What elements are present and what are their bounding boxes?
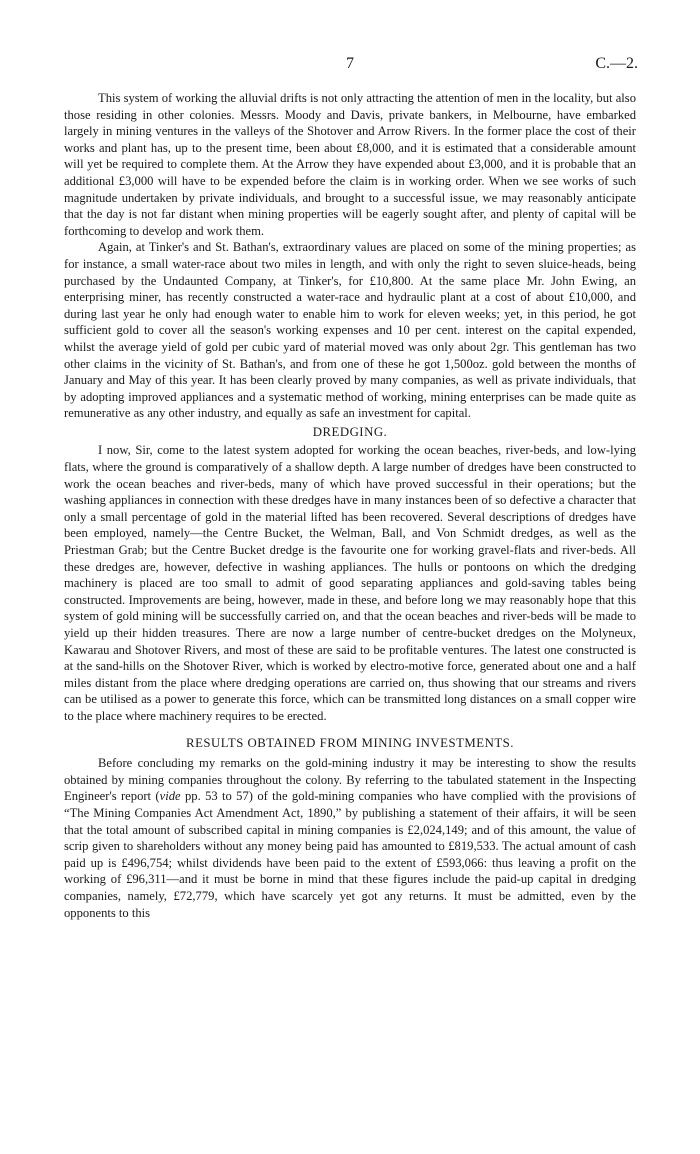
results-text-part-1: Before concluding my remarks on the gold-mining industry it may be interesting to show the results obtained by mining companies throughout the colony. By referring to the tabulated statement in the Inspecting Engineer's report ( <box>64 756 636 804</box>
results-text-part-2: pp. 53 to 57) of the gold-mining companies who have complied with the provisions of “The Mining Companies Act Amendment Act, 1890,” by publishing a statement of their affairs, it will be seen that the total amount of subscribed capital in mining companies is £2,024,149; and of this amount, the value of scrip given to shareholders without any money being paid has amounted to £819,533. The actual amount of cash paid up is £496,754; whilst dividends have been paid to the extent of £593,066: thus leaving a profit on the working of £96,311—and it must be borne in mind that these figures include the paid-up capital in dredging companies, namely, £72,779, which have scarcely yet got any returns. It must be admitted, even by the opponents to this <box>64 789 637 920</box>
section-heading-results: RESULTS OBTAINED FROM MINING INVESTMENTS. <box>186 735 514 750</box>
paragraph-alluvial-drifts: This system of working the alluvial drifts is not only attracting the attention of men in the locality, but also those residing in other colonies. Messrs. Moody and Davis, private bankers, in Melbourne, have embarked largely in mining ventures in the valleys of the Shotover and Arrow Rivers. In the former place the cost of their works and plant has, up to the present time, been about £8,000, and it is estimated that a considerable amount will yet be required to complete them. At the Arrow they have expended about £3,000, and it is probable that an additional £3,000 will have to be expended before the claim is in working order. When we see works of such magnitude undertaken by private individuals, and brought to a successful issue, we may reasonably anticipate that the day is not far distant when mining properties will be eagerly sought after, and plenty of capital will be forthcoming to develop and work them. <box>64 91 636 238</box>
vide-italic: vide <box>159 789 181 804</box>
paragraph-tinkers-st-bathans: Again, at Tinker's and St. Bathan's, extraordinary values are placed on some of the mining properties; as for instance, a small water-race about two miles in length, and with only the right to seven sluice-heads, being purchased by the Undaunted Company, at Tinker's, for £10,800. At the same place Mr. John Ewing, an enterprising miner, has recently constructed a water-race and hydraulic plant at a cost of about £10,000, and during last year he only had enough water to enable him to work for eleven weeks; yet, in this period, he got sufficient gold to cover all the season's working expenses and 10 per cent. interest on the capital expended, whilst the average yield of gold per cubic yard of material moved was only about 2gr. This gentleman has two other claims in the vicinity of St. Bathan's, and from one of these he got 1,500oz. gold between the months of January and May of this year. It has been clearly proved by many companies, as well as private individuals, that by adopting improved appliances and a systematic method of working, mining enterprises can be made quite as remunerative as any other industry, and equally as safe an investment for capital. <box>64 240 636 421</box>
page-number: 7 <box>346 55 354 72</box>
body-text <box>64 90 636 921</box>
document-reference: C.—2. <box>595 55 638 72</box>
paragraph-results <box>64 755 636 921</box>
paragraph-dredging: I now, Sir, come to the latest system adopted for working the ocean beaches, river-beds, and low-lying flats, where the ground is comparatively of a shallow depth. A large number of dredges have been constructed to work the ocean beaches and river-beds, many of which have proved successful in their operations; but the washing appliances in connection with these dredges have in many instances been of so defective a character that only a small percentage of gold in the material lifted has been recovered. Several descriptions of dredges have been employed, namely—the Centre Bucket, the Welman, Ball, and Von Schmidt dredges, as well as the Priestman Grab; but the Centre Bucket dredge is the favourite one for working gravel-flats and river-beds. All these dredges are, however, defective in washing appliances. The hulls or pontoons on which the dredging machinery is placed are too small to admit of good separating appliances and gold-saving tables being constructed. Improvements are being, however, made in these, and before long we may reasonably hope that this system of gold mining will be successfully carried on, and that the ocean beaches and river-beds will be made to yield up their hidden treasures. There are now a large number of centre-bucket dredges on the Molyneux, Kawarau and Shotover Rivers, and most of these are said to be profitable ventures. The latest one constructed is at the sand-hills on the Shotover River, which is worked by electro-motive force, generated about one and a half miles distant from the place where dredging operations are carried on, thus showing that our streams and rivers can be utilised as a power to generate this force, which can be transmitted long distances on a small copper wire to the place where machinery requires to be erected. <box>64 443 636 723</box>
section-heading-dredging: DREDGING. <box>312 424 388 439</box>
